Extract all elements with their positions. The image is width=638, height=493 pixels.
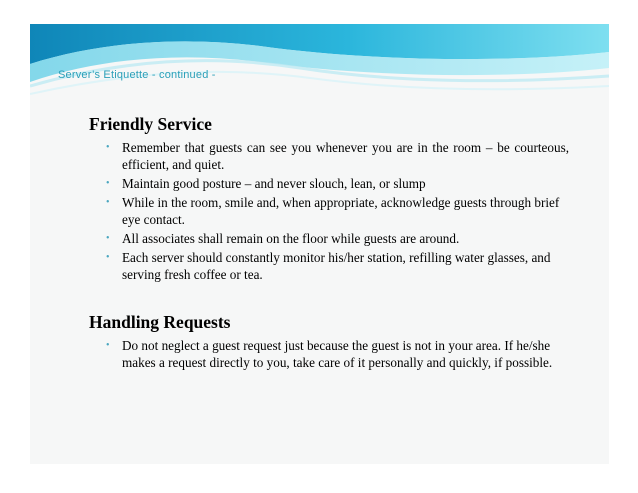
bullet-list [89, 139, 569, 283]
list-item [89, 249, 569, 283]
bullet-list [89, 337, 569, 371]
section-title: Friendly Service [89, 114, 212, 134]
list-item [89, 139, 569, 173]
slide-subtitle: Server’s Etiquette - continued - [58, 69, 216, 81]
bullet-icon: • [106, 252, 110, 263]
bullet-icon: • [106, 197, 110, 208]
list-item-text: All associates shall remain on the floor while guests are around. [122, 231, 460, 246]
section-title: Handling Requests [89, 312, 231, 332]
list-item-text: Each server should constantly monitor his/her station, refilling water glasses, and serving fresh coffee or tea. [122, 250, 551, 282]
bullet-icon: • [106, 142, 110, 153]
list-item [89, 194, 569, 228]
list-item [89, 230, 569, 247]
list-item-text: Remember that guests can see you whenever you are in the room – be courteous, efficient, and quiet. [122, 140, 569, 172]
bullet-icon: • [106, 340, 110, 351]
bullet-icon: • [106, 233, 110, 244]
section-friendly-service [89, 114, 569, 285]
list-item [89, 175, 569, 192]
list-item-text: Do not neglect a guest request just because the guest is not in your area. If he/she makes a request directly to you, take care of it personally and quickly, if possible. [122, 338, 553, 370]
slide [30, 24, 609, 464]
bullet-icon: • [106, 178, 110, 189]
list-item-text: While in the room, smile and, when appropriate, acknowledge guests through brief eye contact. [122, 195, 560, 227]
section-handling-requests [89, 312, 569, 373]
list-item [89, 337, 569, 371]
list-item-text: Maintain good posture – and never slouch, lean, or slump [122, 176, 426, 191]
